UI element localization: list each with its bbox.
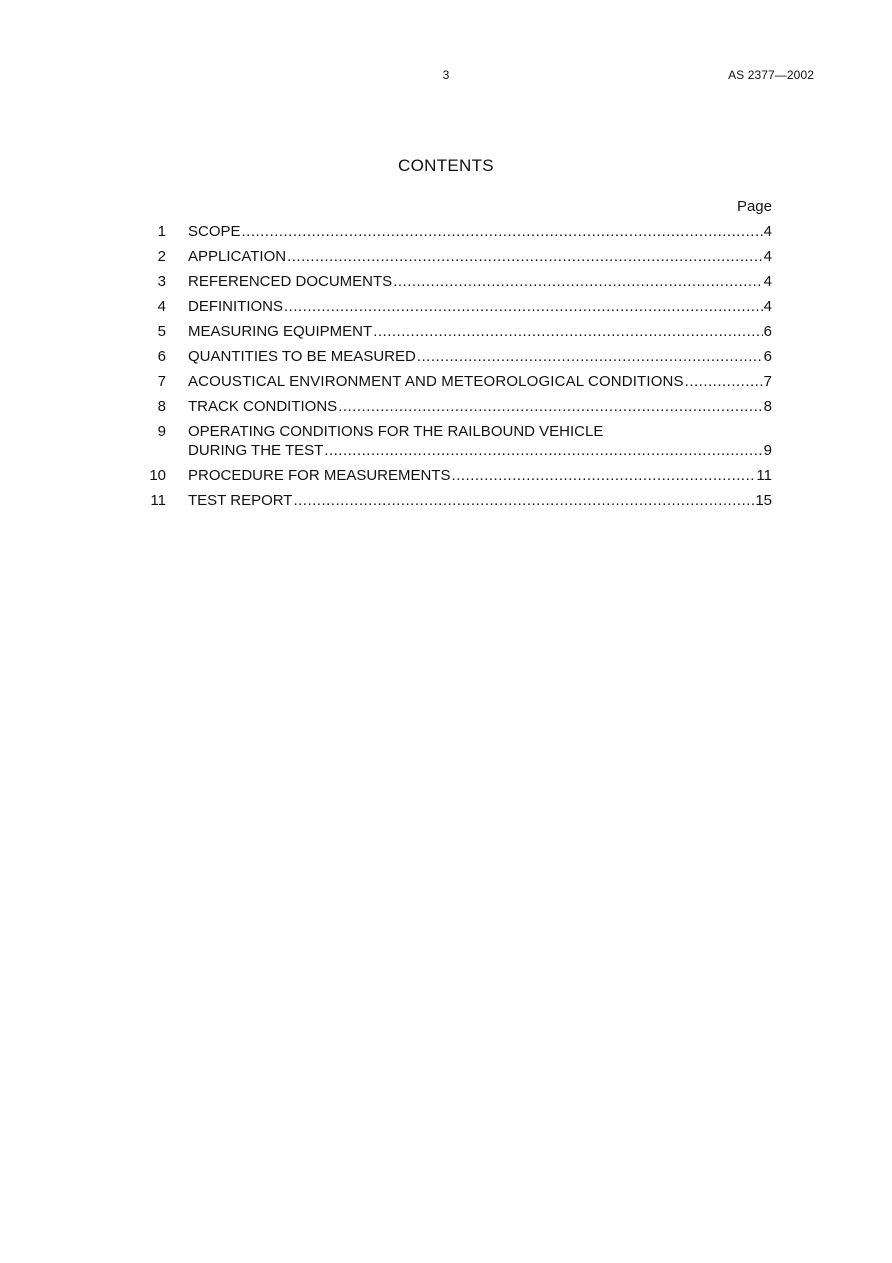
toc-entry-title: PROCEDURE FOR MEASUREMENTS	[188, 467, 451, 484]
dot-leader	[417, 347, 763, 366]
table-of-contents	[141, 222, 772, 516]
toc-entry-page: 4	[763, 223, 772, 240]
contents-heading: CONTENTS	[398, 156, 494, 175]
toc-entry-title: APPLICATION	[188, 248, 287, 265]
toc-entry-number: 6	[157, 348, 166, 365]
toc-entry-page: 6	[763, 348, 772, 365]
toc-entry-title: TRACK CONDITIONS	[188, 398, 338, 415]
toc-entry-title: MEASURING EQUIPMENT	[188, 323, 373, 340]
toc-entry-number: 9	[157, 423, 166, 440]
dot-leader	[338, 397, 762, 416]
toc-entry-test-report[interactable]	[141, 491, 772, 510]
toc-entry-number: 2	[157, 248, 166, 265]
toc-entry-number: 4	[157, 298, 166, 315]
toc-entry-title: TEST REPORT	[188, 492, 293, 509]
toc-entry-number: 5	[157, 323, 166, 340]
dot-leader	[685, 372, 763, 391]
toc-entry-page: 11	[756, 467, 772, 484]
dot-leader	[293, 491, 754, 510]
dot-leader	[287, 247, 763, 266]
toc-entry-page: 4	[763, 273, 772, 290]
page-column-label: Page	[736, 198, 772, 215]
toc-entry-title: DEFINITIONS	[188, 298, 284, 315]
toc-entry-track-conditions[interactable]	[141, 397, 772, 416]
dot-leader	[452, 466, 756, 485]
toc-entry-page: 4	[763, 298, 772, 315]
toc-entry-operating-conditions[interactable]	[141, 422, 772, 460]
toc-entry-acoustical-environment[interactable]	[141, 372, 772, 391]
toc-entry-title: REFERENCED DOCUMENTS	[188, 273, 393, 290]
toc-entry-title-line1: OPERATING CONDITIONS FOR THE RAILBOUND VEHICLE	[188, 423, 604, 440]
toc-entry-title: DURING THE TEST	[188, 442, 324, 459]
toc-entry-page: 6	[763, 323, 772, 340]
toc-entry-referenced-documents[interactable]	[141, 272, 772, 291]
toc-entry-page: 8	[763, 398, 772, 415]
toc-entry-page: 15	[755, 492, 772, 509]
toc-entry-application[interactable]	[141, 247, 772, 266]
toc-entry-title: SCOPE	[188, 223, 241, 240]
toc-entry-procedure-for-measurements[interactable]	[141, 466, 772, 485]
document-id: AS 2377—2002	[728, 68, 814, 82]
toc-entry-number: 10	[149, 467, 166, 484]
toc-entry-title: QUANTITIES TO BE MEASURED	[188, 348, 416, 365]
page-number: 3	[442, 68, 450, 82]
dot-leader	[324, 441, 762, 460]
toc-entry-scope[interactable]	[141, 222, 772, 241]
dot-leader	[393, 272, 762, 291]
toc-entry-number: 3	[157, 273, 166, 290]
toc-entry-number: 8	[157, 398, 166, 415]
toc-entry-page: 9	[763, 442, 772, 459]
toc-entry-definitions[interactable]	[141, 297, 772, 316]
toc-entry-number: 7	[157, 373, 166, 390]
dot-leader	[242, 222, 763, 241]
toc-entry-measuring-equipment[interactable]	[141, 322, 772, 341]
dot-leader	[373, 322, 762, 341]
toc-entry-page: 7	[763, 373, 772, 390]
toc-entry-quantities-to-be-measured[interactable]	[141, 347, 772, 366]
toc-entry-title: ACOUSTICAL ENVIRONMENT AND METEOROLOGICAL CONDITIONS	[188, 373, 684, 390]
toc-entry-page: 4	[763, 248, 772, 265]
dot-leader	[284, 297, 763, 316]
toc-entry-number: 11	[150, 492, 166, 509]
toc-entry-number: 1	[157, 223, 166, 240]
